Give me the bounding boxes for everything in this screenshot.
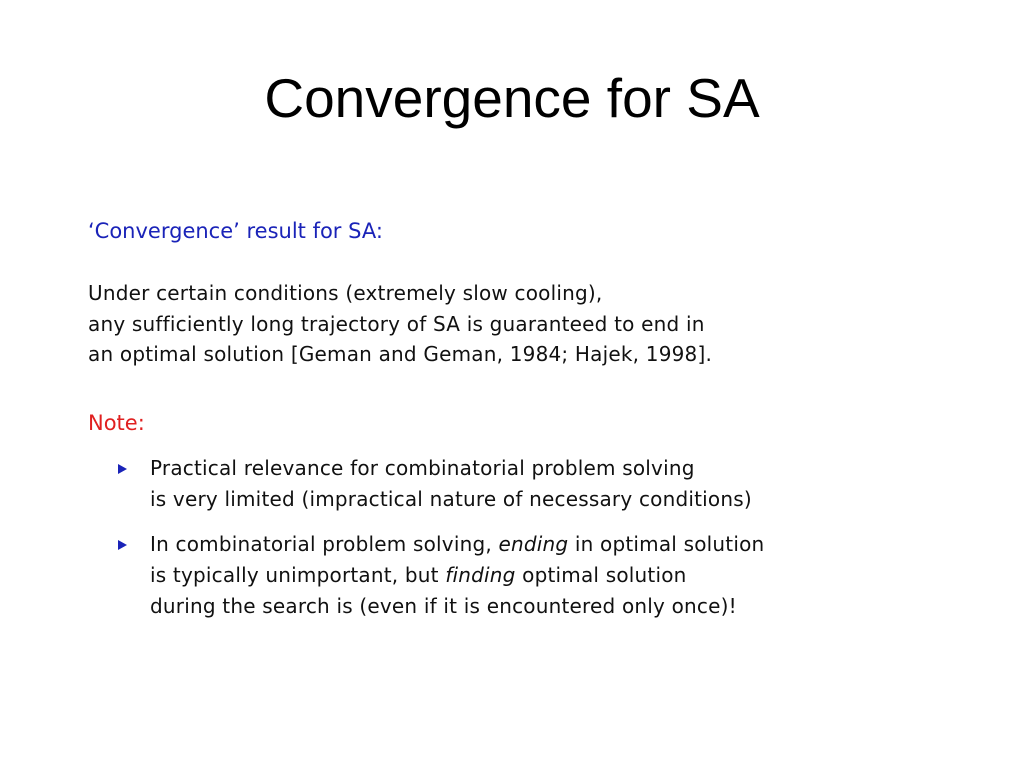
paragraph-line: an optimal solution [Geman and Geman, 1984; Hajek, 1998]. — [88, 342, 713, 366]
bullet-line: Practical relevance for combinatorial problem solving — [150, 456, 695, 480]
emphasis-finding: finding — [445, 563, 516, 587]
paragraph-line: Under certain conditions (extremely slow cooling), — [88, 281, 603, 305]
bullet-line: is very limited (impractical nature of necessary conditions) — [150, 487, 752, 511]
bullet-text: is typically unimportant, but — [150, 563, 446, 587]
bullet-text: in optimal solution — [568, 532, 765, 556]
triangle-right-icon — [118, 464, 127, 474]
convergence-paragraph — [88, 278, 948, 370]
emphasis-ending: ending — [498, 532, 569, 556]
note-bullet-list — [118, 453, 978, 636]
bullet-line: during the search is (even if it is encountered only once)! — [150, 594, 737, 618]
bullet-line — [150, 529, 978, 560]
paragraph-line: any sufficiently long trajectory of SA is guaranteed to end in — [88, 311, 705, 336]
bullet-text: In combinatorial problem solving, — [150, 532, 499, 556]
triangle-right-icon — [118, 540, 127, 550]
note-bullet-item — [118, 529, 978, 622]
bullet-text: optimal solution — [515, 563, 687, 587]
section-heading: ‘Convergence’ result for SA: — [88, 219, 383, 243]
note-label: Note: — [88, 411, 145, 435]
bullet-line — [150, 560, 978, 591]
note-bullet-item — [118, 453, 978, 515]
slide-title: Convergence for SA — [264, 67, 760, 129]
